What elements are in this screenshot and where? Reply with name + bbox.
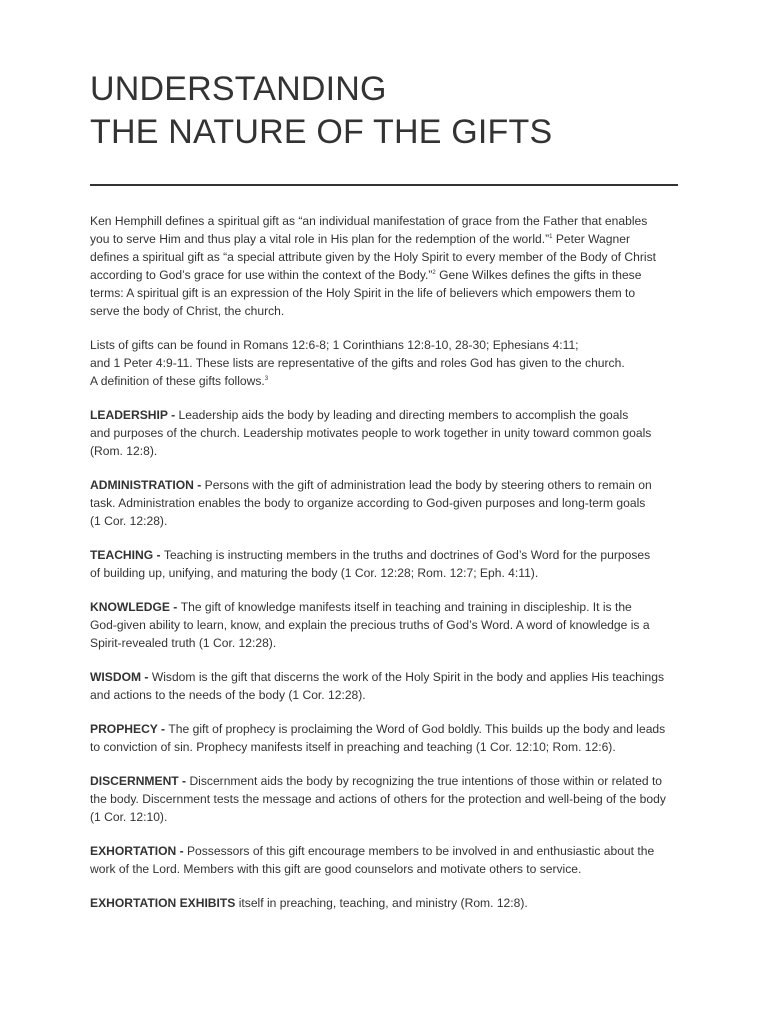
gift-term: EXHORTATION EXHIBITS (90, 896, 239, 910)
page-title-line-1: UNDERSTANDING (90, 70, 387, 108)
gift-term: WISDOM - (90, 670, 152, 684)
gift-term: DISCERNMENT - (90, 774, 190, 788)
gift-description-line: Discernment aids the body by recognizing the true intentions of those within or related to (189, 774, 663, 788)
intro-paragraph: Ken Hemphill defines a spiritual gift as “an individual manifestation of grace from the Father that enables you to serve Him and thus play a vital role in His plan for the redemption of the world.”$^1$ Peter Wagner defines a spiritual gift as “a special attribute given by the Holy Spirit to every member of the Body of Christ according to God’s grace for use within the context of the Body.”$^2$ Gene Wilkes defines the gifts in these terms: A spiritual gift is an expression of the Holy Spirit in the life of believers which empowers them to serve the body of Christ, the church. (90, 214, 656, 318)
gift-description-line: (Rom. 12:8). (90, 444, 158, 458)
gift-description-line: of building up, unifying, and maturing the body (1 Cor. 12:28; Rom. 12:7; Eph. 4:11). (90, 566, 539, 580)
lists-paragraph: Lists of gifts can be found in Romans 12:6-8; 1 Corinthians 12:8-10, 28-30; Ephesians 4:11; and 1 Peter 4:9-11. These lists are representative of the gifts and roles God has given to the church. A definition of these gifts follows.$^3$ (90, 338, 625, 388)
gift-description-line: and actions to the needs of the body (1 Cor. 12:28). (90, 688, 366, 702)
gift-term: TEACHING - (90, 548, 164, 562)
gift-description-line: The gift of prophecy is proclaiming the Word of God boldly. This builds up the body and leads (168, 722, 666, 736)
gift-description-line: Spirit-revealed truth (1 Cor. 12:28). (90, 636, 277, 650)
footnote-marker-1: 1 (549, 233, 553, 240)
gift-definitions (90, 406, 690, 912)
gift-definition (90, 598, 690, 652)
gift-definition (90, 668, 690, 704)
gift-term: KNOWLEDGE - (90, 600, 181, 614)
gift-term: EXHORTATION - (90, 844, 187, 858)
title-divider (90, 184, 678, 186)
gift-description-line: The gift of knowledge manifests itself in teaching and training in discipleship. It is the (180, 600, 632, 614)
gift-description-line: the body. Discernment tests the message and actions of others for the protection and well-being of the body (90, 792, 666, 806)
gift-definition (90, 772, 690, 826)
gift-description-line: work of the Lord. Members with this gift are good counselors and motivate others to service. (90, 862, 582, 876)
gift-description-line: Leadership aids the body by leading and directing members to accomplish the goals (178, 408, 629, 422)
gift-definition (90, 842, 690, 878)
page-title-line-2: THE NATURE OF THE GIFTS (90, 113, 553, 151)
gift-description-line: Teaching is instructing members in the truths and doctrines of God’s Word for the purposes (163, 548, 651, 562)
gift-description-line: task. Administration enables the body to organize according to God-given purposes and long-term goals (90, 496, 646, 510)
gift-definition (90, 546, 690, 582)
body-text (90, 212, 690, 928)
gift-definition (90, 476, 690, 530)
footnote-marker-2: 2 (432, 269, 436, 276)
page-title (90, 68, 552, 154)
gift-definition (90, 720, 690, 756)
gift-description-line: Persons with the gift of administration lead the body by steering others to remain on (204, 478, 652, 492)
gift-description-line: Wisdom is the gift that discerns the work of the Holy Spirit in the body and applies His teachings (151, 670, 665, 684)
gift-term: PROPHECY - (90, 722, 169, 736)
gift-term: LEADERSHIP - (90, 408, 179, 422)
footnote-marker-3: 3 (264, 375, 269, 382)
gift-definition (90, 406, 690, 460)
gift-description-line: itself in preaching, teaching, and ministry (Rom. 12:8). (238, 896, 528, 910)
gift-description-line: (1 Cor. 12:28). (90, 514, 168, 528)
gift-description-line: Possessors of this gift encourage members to be involved in and enthusiastic about the (186, 844, 655, 858)
gift-term: ADMINISTRATION - (90, 478, 205, 492)
gift-description-line: God-given ability to learn, know, and explain the precious truths of God’s Word. A word of knowledge is a (90, 618, 650, 632)
gift-description-line: and purposes of the church. Leadership motivates people to work together in unity toward common goals (90, 426, 652, 440)
gift-definition (90, 894, 690, 912)
gift-description-line: (1 Cor. 12:10). (90, 810, 168, 824)
gift-description-line: to conviction of sin. Prophecy manifests itself in preaching and teaching (1 Cor. 12:10; Rom. 12:6). (90, 740, 616, 754)
